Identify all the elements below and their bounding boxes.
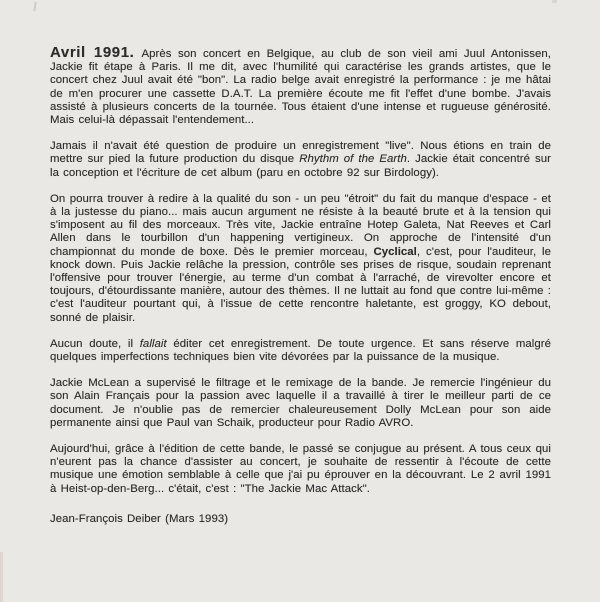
paragraph-text: , c'est, pour l'auditeur, le knock down. Puis Jackie relâche la pression, contrôle ses prises de risque, soudain reprenant l'offensive pour trouver l'énergie, au terme d'un combat à l'arraché, de virevolter encore et toujours, d'étourdissante manière, autour des thèmes. Il ne luttait au fond que contre lui-même : c'est l'auditeur pourtant qui, à l'issue de cette rencontre haletante, est groggy, KO debout, sonné de plaisir. bbox=[50, 245, 551, 324]
paragraph-text: Jamais il n'avait été question de produire un enregistrement "live". Nous étions en train de mettre sur pied la future production du disque bbox=[50, 140, 551, 166]
emphasis-italic: fallait bbox=[139, 337, 167, 350]
paragraph-text: Aucun doute, il bbox=[50, 337, 140, 350]
scan-artifact-top-left bbox=[33, 2, 36, 11]
scan-artifact-bottom-left bbox=[0, 552, 3, 602]
paragraph-avril-1991 bbox=[50, 46, 551, 127]
paragraph-credits bbox=[50, 377, 551, 430]
paragraph-text: Jackie McLean a supervisé le filtrage et le remixage de la bande. Je remercie l'ingénieur du son Alain Français pour la passion avec laquelle il a travaillé à tirer le meilleur parti de ce document. Je n'oublie pas de remercier chaleureusement Dolly McLean pour son aide permanente ainsi que Paul van Schaik, producteur pour Radio AVRO. bbox=[50, 377, 551, 429]
paragraph-live-recording bbox=[50, 140, 551, 180]
paragraph-sound-quality bbox=[50, 193, 551, 325]
paragraph-text: éditer cet enregistrement. De toute urgence. Et sans réserve malgré quelques imperfections techniques bien vite dévorées par la puissance de la musique. bbox=[50, 337, 552, 364]
date-lead-in: Avril 1991. bbox=[50, 44, 135, 61]
paragraph-text: On pourra trouver à redire à la qualité du son - un peu "étroit" du fait du manque d'espace - et à la justesse du piano... mais aucun argument ne résiste à la beauté brute et à la tension qui s'imposent au fil des morceaux. Très vite, Jackie entraîne Hotep Galeta, Nat Reeves et Carl Allen dans le tourbillon d'un happening vertigineux. On approche de l'intensité d'un championnat du monde de boxe. Dès le premier morceau, bbox=[50, 192, 551, 258]
paragraph-editing-urgency bbox=[50, 338, 551, 364]
album-title-italic: Rhythm of the Earth bbox=[299, 153, 407, 166]
track-title-bold: Cyclical bbox=[373, 245, 417, 258]
paragraph-text: . Jackie était concentré sur la conception et l'écriture de cet album (paru en octobre 92 sur Birdology). bbox=[50, 153, 552, 179]
paragraph-text: Après son concert en Belgique, au club de son vieil ami Juul Antonissen, Jackie fit étape à Paris. Il me dit, avec l'humilité qui caractérise les grands artistes, que le concert chez Juul avait été "bon". La radio belge avait enregistré la performance : je me hâtai de m'en procurer une cassette D.A.T. La première écoute me fit l'effet d'une bombe. J'avais assisté à plusieurs concerts de la tournée. Tous étaient d'une intense et rugueuse générosité. Mais celui-là dépassait l'entendement... bbox=[50, 48, 551, 127]
paragraph-text: Aujourd'hui, grâce à l'édition de cette bande, le passé se conjugue au présent. A tous ceux qui n'eurent pas la chance d'assister au concert, je souhaite de ressentir à l'écoute de cette musique une émotion semblable à celle que j'ai pu éprouver en la découvrant. Le 2 avril 1991 à Heist-op-den-Berg... c'était, c'est : "The Jackie Mac Attack". bbox=[50, 443, 551, 495]
text-column bbox=[50, 46, 551, 539]
scan-artifact-top-right bbox=[552, 0, 557, 3]
paragraph-conclusion bbox=[50, 443, 551, 496]
signature-line: Jean-François Deiber (Mars 1993) bbox=[50, 512, 229, 525]
